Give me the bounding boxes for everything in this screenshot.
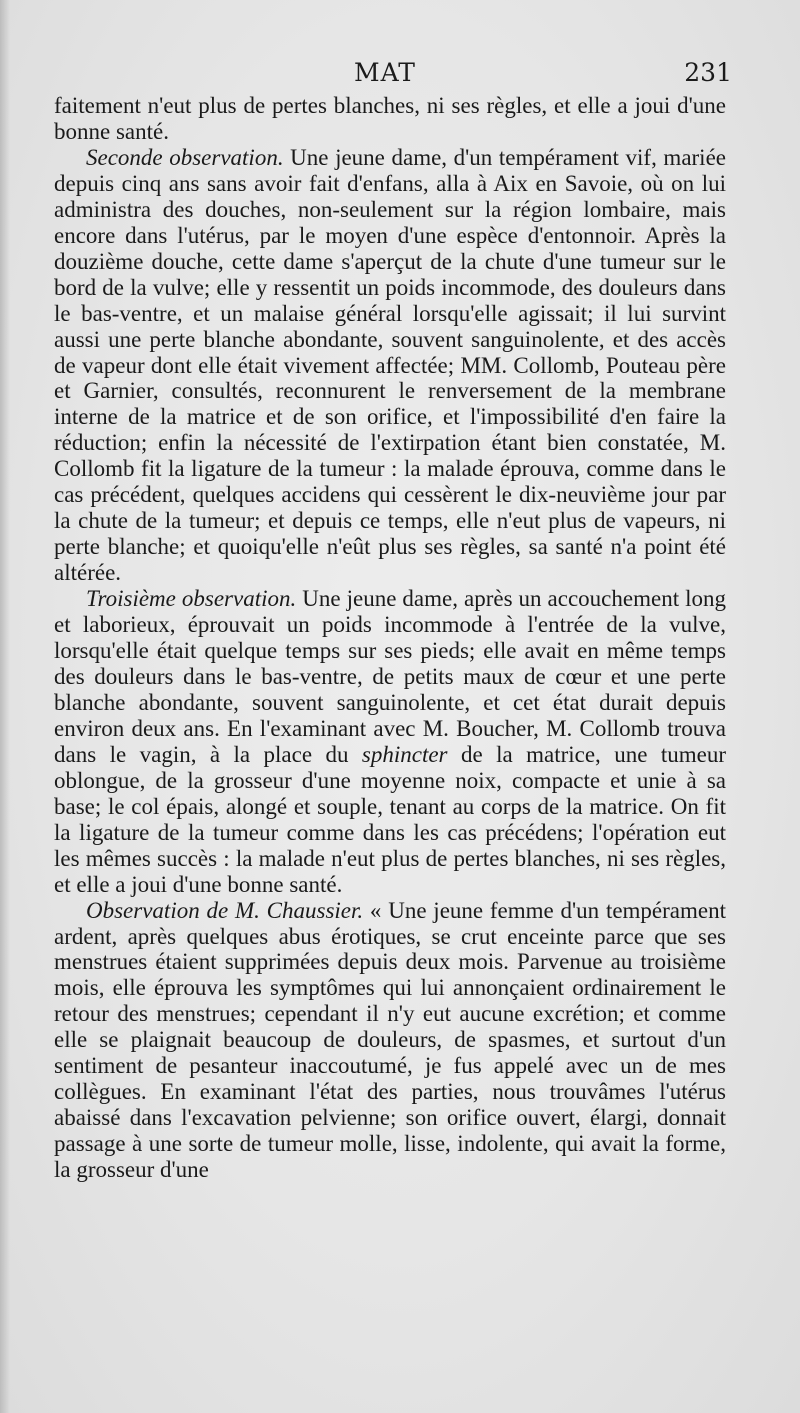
body-text [54, 93, 726, 1183]
page-header [54, 58, 732, 98]
paragraph-text: Une jeune dame, après un accouchement long et laborieux, éprouvait un poids incommode à l'entrée de la vulve, lorsqu'elle était quelque temps sur ses pieds; elle avait en même temps des douleurs dans le bas-ventre, de petits maux de cœur et une perte blanche abondante, souvent sanguinolente, et cet état durait depuis environ deux ans. En l'examinant avec M. Boucher, M. Collomb trouva dans le vagin, à la place du [54, 586, 726, 767]
paragraph-text: faitement n'eut plus de pertes blanches, ni ses règles, et elle a joui d'une bonne santé. [54, 93, 726, 144]
observation-heading: Observation de M. Chaussier. [86, 897, 364, 923]
paragraph-third-observation [54, 586, 726, 897]
paragraph-text: de la matrice, une tumeur oblongue, de la grosseur d'une moyenne noix, compacte et unie à sa base; le col épais, alongé et souple, tenant au corps de la matrice. On fit la ligature de la tumeur comme dans les cas précédens; l'opération eut les mêmes succès : la malade n'eut plus de pertes blanches, ni ses règles, et elle a joui d'une bonne santé. [54, 741, 727, 897]
italic-term: sphincter [361, 741, 448, 767]
running-head: MAT [354, 58, 416, 87]
observation-heading: Troisième observation. [86, 586, 297, 612]
observation-heading: Seconde observation. [86, 144, 284, 170]
paragraph-continuation [54, 93, 726, 145]
paragraph-text: « Une jeune femme d'un tempérament ardent, après quelques abus érotiques, se crut enceinte parce que ses menstrues étaient supprimées depuis deux mois. Parvenue au troisième mois, elle éprouva les symptômes qui lui annonçaient ordinairement le retour des menstrues; cependant il n'y eut aucune excrétion; et comme elle se plaignait beaucoup de douleurs, de spasmes, et surtout d'un sentiment de pesanteur inaccoutumé, je fus appelé avec un de mes collègues. En examinant l'état des parties, nous trouvâmes l'utérus abaissé dans l'excavation pelvienne; son orifice ouvert, élargi, donnait passage à une sorte de tumeur molle, lisse, indolente, qui avait la forme, la grosseur d'une [54, 897, 726, 1183]
paragraph-second-observation [54, 145, 726, 586]
page-number: 231 [684, 58, 732, 87]
paragraph-text: Une jeune dame, d'un tempérament vif, mariée depuis cinq ans sans avoir fait d'enfans, alla à Aix en Savoie, où on lui administra des douches, non-seulement sur la région lombaire, mais encore dans l'utérus, par le moyen d'une espèce d'entonnoir. Après la douzième douche, cette dame s'aperçut de la chute d'une tumeur sur le bord de la vulve; elle y ressentit un poids incommode, des douleurs dans le bas-ventre, et un malaise général lorsqu'elle agissait; il lui survint aussi une perte blanche abondante, souvent sanguinolente, et des accès de vapeur dont elle était vivement affectée; MM. Collomb, Pouteau père et Garnier, consultés, reconnurent le renversement de la membrane interne de la matrice et de son orifice, et l'impossibilité d'en faire la réduction; enfin la nécessité de l'extirpation étant bien constatée, M. Collomb fit la ligature de la tumeur : la malade éprouva, comme dans le cas précédent, quelques accidens qui cessèrent le dix-neuvième jour par la chute de la tumeur; et depuis ce temps, elle n'eut plus de vapeurs, ni perte blanche; et quoiqu'elle n'eût plus ses règles, sa santé n'a point été altérée. [54, 144, 726, 586]
paragraph-chaussier-observation [54, 898, 726, 1183]
page-edge-shadow [0, 0, 10, 1413]
